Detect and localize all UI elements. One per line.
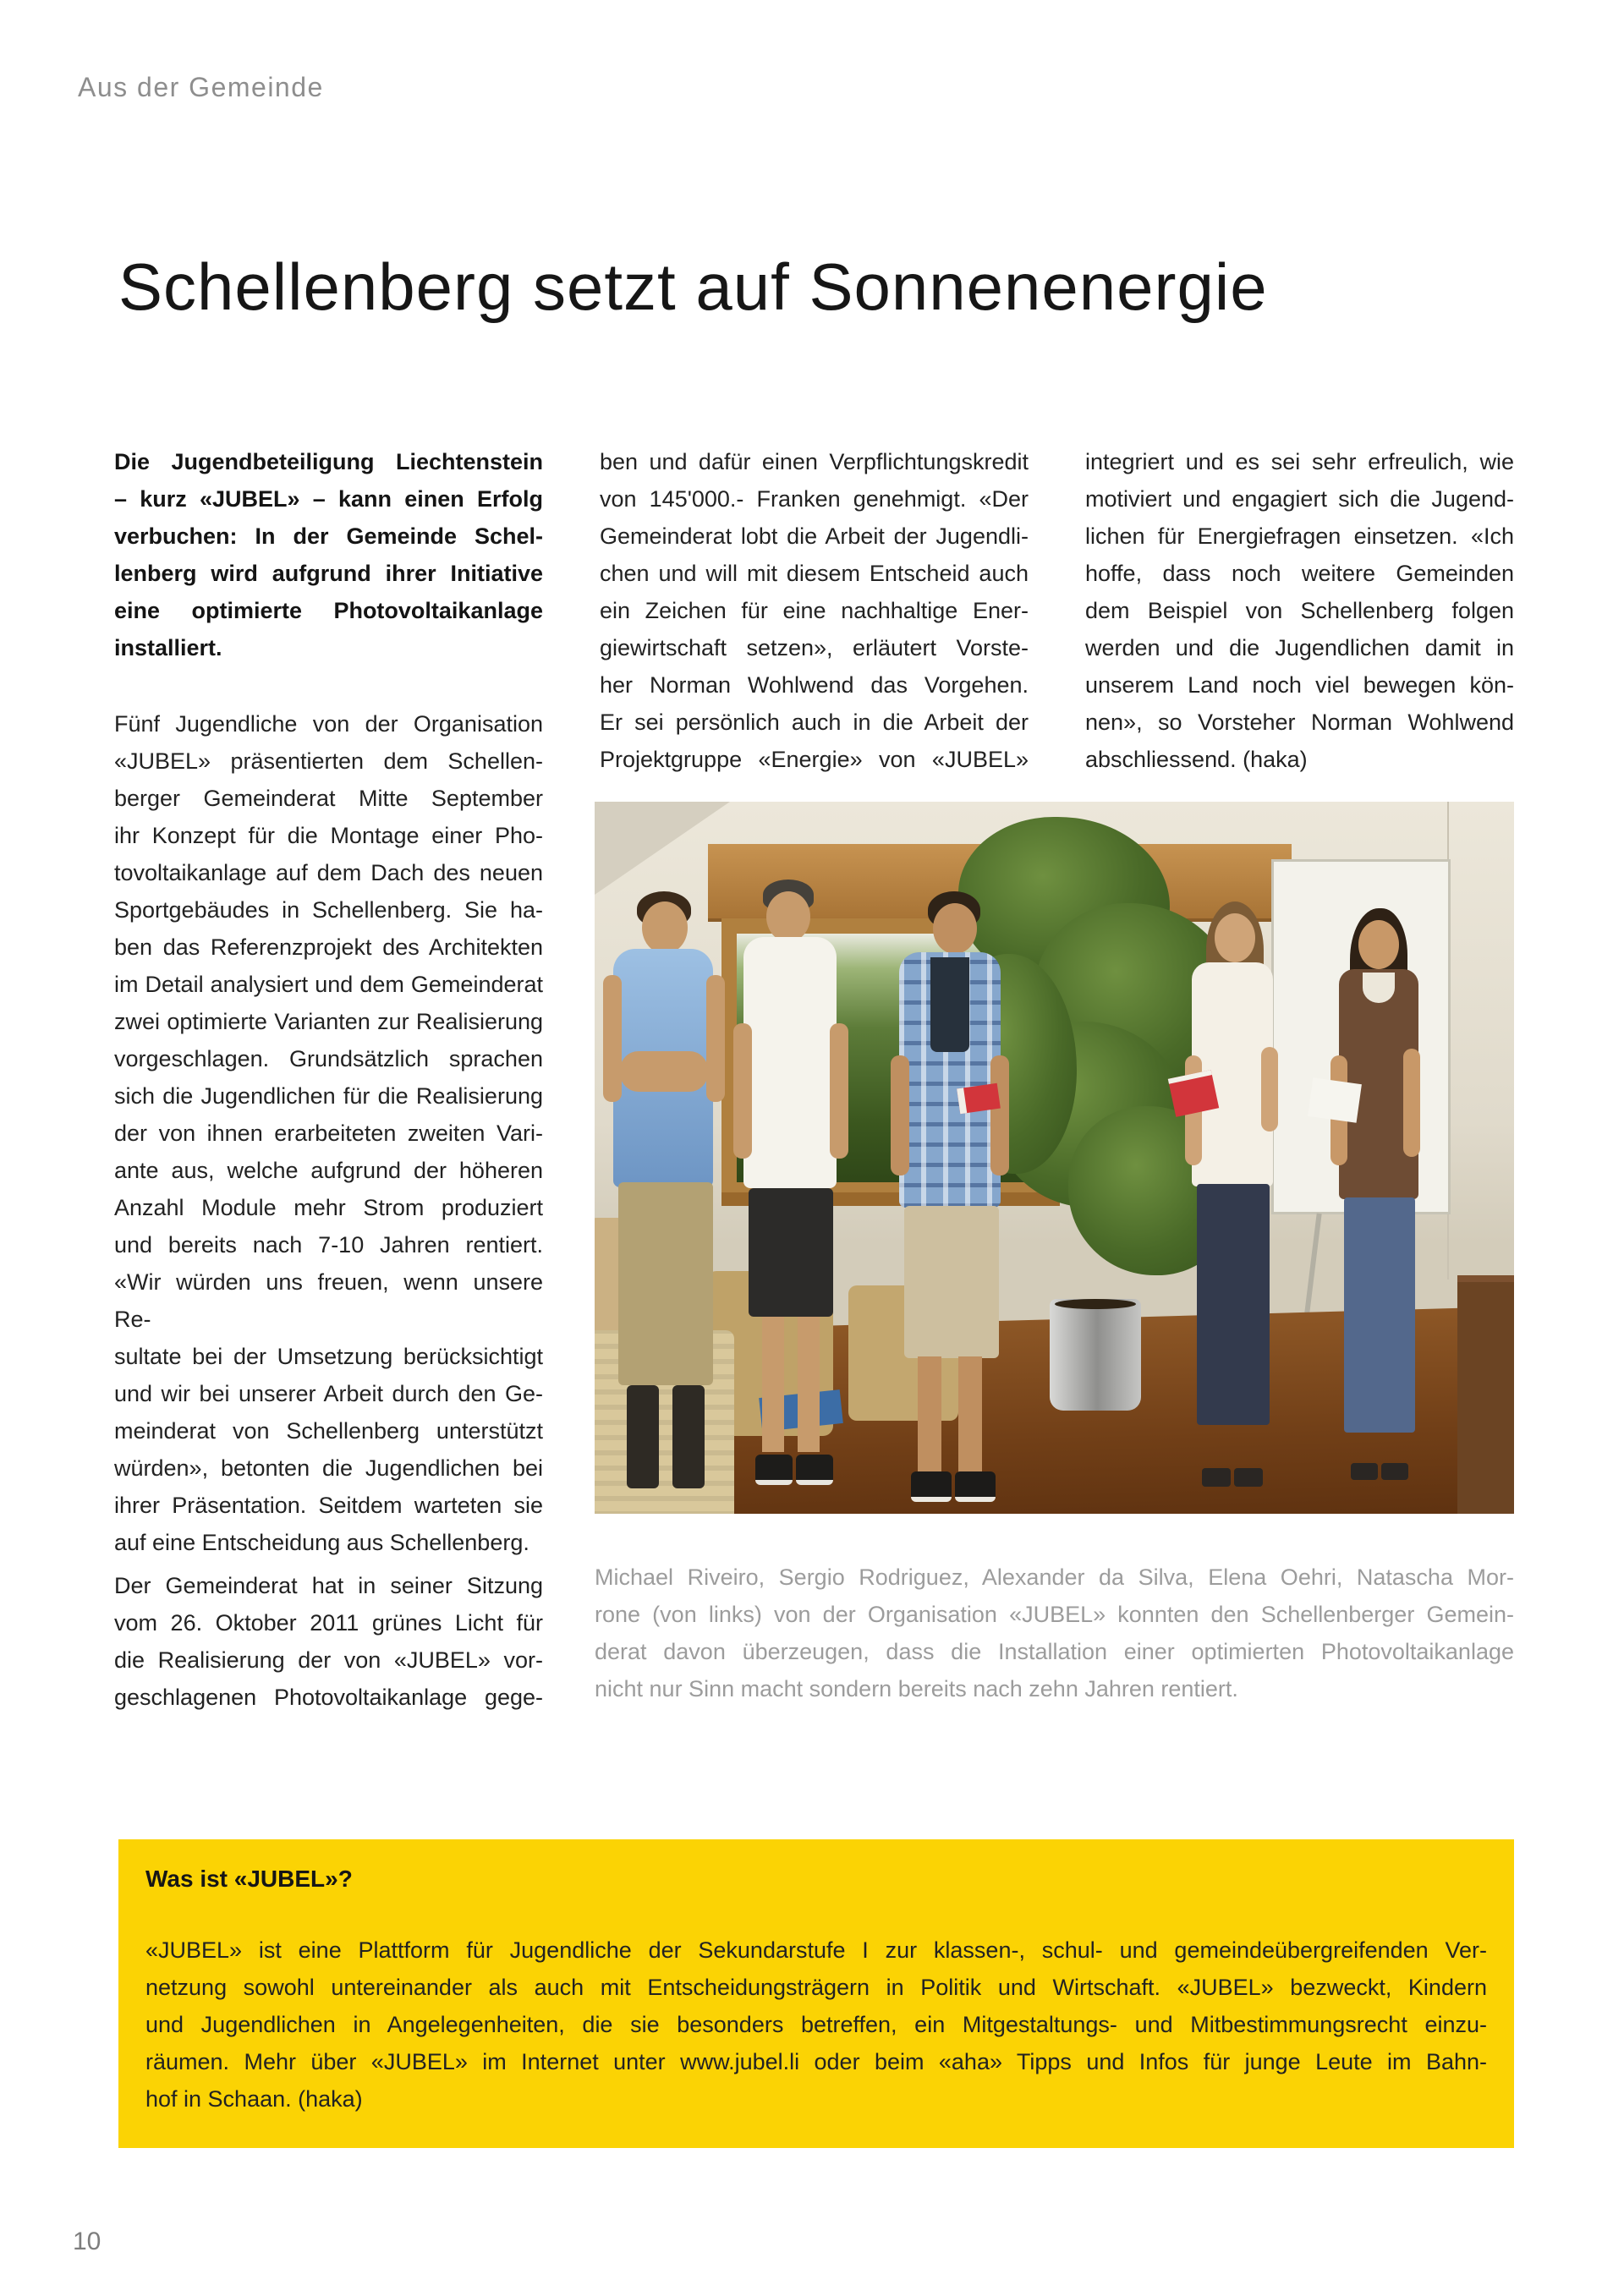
text-line: zwei optimierte Varianten zur Realisierung <box>114 1009 543 1034</box>
text-line: Projektgruppe «Energie» von «JUBEL» <box>600 747 1029 772</box>
person2-shoe <box>755 1455 793 1485</box>
person1-boot <box>627 1385 659 1488</box>
person4-shoe <box>1202 1468 1231 1487</box>
person1-arm <box>603 975 622 1102</box>
column1-lead-paragraph <box>114 443 543 666</box>
group-photo <box>595 802 1514 1514</box>
text-line: unserem Land noch viel bewegen kön- <box>1085 672 1514 698</box>
text-line: Michael Riveiro, Sergio Rodriguez, Alexander da Silva, Elena Oehri, Natascha Mor- <box>595 1564 1514 1590</box>
person2-shoe <box>796 1455 833 1485</box>
text-line: lenberg wird aufgrund ihrer Initiative <box>114 561 543 586</box>
text-line: nen», so Vorsteher Norman Wohlwend <box>1085 710 1514 735</box>
text-line: hoffe, dass noch weitere Gemeinden <box>1085 561 1514 586</box>
person1-crossed-arms <box>620 1051 708 1092</box>
jubel-info-box <box>118 1839 1514 2148</box>
text-line: nicht nur Sinn macht sondern bereits nach zehn Jahren rentiert. <box>595 1676 1238 1701</box>
text-line: verbuchen: In der Gemeinde Schel- <box>114 523 543 549</box>
text-line: Anzahl Module mehr Strom produziert <box>114 1195 543 1220</box>
photo-caption <box>595 1559 1514 1707</box>
text-line: giewirtschaft setzen», erläutert Vorste- <box>600 635 1029 660</box>
text-line: der von ihnen erarbeiteten zweiten Vari- <box>114 1121 543 1146</box>
text-line: sultate bei der Umsetzung berücksichtigt <box>114 1344 543 1369</box>
person5-shoe <box>1351 1463 1378 1480</box>
plant-pot <box>1050 1299 1141 1411</box>
wooden-cabinet <box>1457 1275 1514 1514</box>
text-line: vom 26. Oktober 2011 grünes Licht für <box>114 1610 543 1636</box>
person3-head <box>933 903 977 954</box>
person4-shoe <box>1234 1468 1263 1487</box>
text-line: ben und dafür einen Verpflichtungskredit <box>600 449 1029 474</box>
text-line: und bereits nach 7-10 Jahren rentiert. <box>114 1232 543 1258</box>
text-line: ihrer Präsentation. Seitdem warteten sie <box>114 1493 543 1518</box>
text-line: ihr Konzept für die Montage einer Pho- <box>114 823 543 848</box>
text-line: rone (von links) von der Organisation «JUBEL» konnten den Schellenberger Gemein- <box>595 1602 1514 1627</box>
section-label: Aus der Gemeinde <box>78 72 324 102</box>
text-line: tovoltaikanlage auf dem Dach des neuen <box>114 860 543 885</box>
text-line: geschlagenen Photovoltaikanlage gege- <box>114 1685 543 1710</box>
text-line: Die Jugendbeteiligung Liechtenstein <box>114 449 543 474</box>
text-line: integriert und es sei sehr erfreulich, wie <box>1085 449 1514 474</box>
column1-paragraph-2 <box>114 1567 543 1716</box>
person2-leg <box>762 1317 784 1452</box>
person1-head <box>642 901 688 954</box>
text-line: installiert. <box>114 635 222 660</box>
person3-sneaker <box>911 1471 952 1502</box>
person3-leg <box>918 1356 941 1475</box>
text-line: werden und die Jugendlichen damit in <box>1085 635 1514 660</box>
person3-arm <box>891 1055 909 1175</box>
text-line: ante aus, welche aufgrund der höheren <box>114 1158 543 1183</box>
text-line: Der Gemeinderat hat in seiner Sitzung <box>114 1573 543 1598</box>
person1-boot <box>672 1385 705 1488</box>
page-title: Schellenberg setzt auf Sonnenenergie <box>118 249 1268 324</box>
text-line: lichen für Energiefragen einsetzen. «Ich <box>1085 523 1514 549</box>
person4-jeans <box>1197 1184 1270 1425</box>
text-line: netzung sowohl untereinander als auch mit Entscheidungsträgern in Politik und Wirtschaft. «JUBEL» bezweckt, Kindern <box>145 1975 1487 2000</box>
person3-tshirt <box>930 957 969 1052</box>
text-line: meinderat von Schellenberg unterstützt <box>114 1418 543 1444</box>
text-line: dem Beispiel von Schellenberg folgen <box>1085 598 1514 623</box>
person1-shorts <box>618 1182 713 1385</box>
text-line: – kurz «JUBEL» – kann einen Erfolg <box>114 486 543 512</box>
text-line: ein Zeichen für eine nachhaltige Ener- <box>600 598 1029 623</box>
text-line: motiviert und engagiert sich die Jugend- <box>1085 486 1514 512</box>
person2-head <box>766 891 810 942</box>
text-line: «JUBEL» präsentierten dem Schellen- <box>114 748 543 774</box>
info-box-heading: Was ist «JUBEL»? <box>145 1866 353 1892</box>
text-line: und Jugendlichen in Angelegenheiten, die sie besonders betreffen, ein Mitgestaltungs- und Mitbestimmungsrecht einzu- <box>145 2012 1487 2037</box>
text-line: derat davon überzeugen, dass die Installation einer optimierten Photovoltaikanlage <box>595 1639 1514 1664</box>
person2-leg <box>798 1317 820 1452</box>
person2-arm <box>830 1023 848 1159</box>
plant-soil <box>1055 1299 1136 1309</box>
column1-paragraph-1 <box>114 705 543 1561</box>
text-line: sich die Jugendlichen für die Realisierung <box>114 1083 543 1109</box>
person5-jeans <box>1344 1197 1415 1433</box>
person5-arm <box>1403 1049 1420 1157</box>
info-box-body <box>145 1932 1487 2118</box>
person3-cargo-shorts <box>904 1206 999 1358</box>
person5-shoe <box>1381 1463 1408 1480</box>
person5-shirt-trim <box>1363 973 1395 1003</box>
person3-arm <box>990 1055 1009 1175</box>
text-line: abschliessend. (haka) <box>1085 747 1308 772</box>
column3-paragraph <box>1085 443 1514 778</box>
column2-paragraph <box>600 443 1029 778</box>
text-line: von 145'000.- Franken genehmigt. «Der <box>600 486 1029 512</box>
text-line: hof in Schaan. (haka) <box>145 2086 363 2112</box>
text-line: auf eine Entscheidung aus Schellenberg. <box>114 1530 529 1555</box>
text-line: Fünf Jugendliche von der Organisation <box>114 711 543 737</box>
person1-arm <box>706 975 725 1102</box>
person4-head <box>1215 913 1255 962</box>
person2-arm <box>733 1023 752 1159</box>
text-line: Er sei persönlich auch in die Arbeit der <box>600 710 1029 735</box>
text-line: «Wir würden uns freuen, wenn unsere Re- <box>114 1269 543 1332</box>
page-number: 10 <box>73 2228 102 2255</box>
text-line: räumen. Mehr über «JUBEL» im Internet unter www.jubel.li oder beim «aha» Tipps und Infos für junge Leute im Bahn- <box>145 2049 1487 2074</box>
text-line: würden», betonten die Jugendlichen bei <box>114 1455 543 1481</box>
person2-polo <box>743 937 837 1188</box>
text-line: im Detail analysiert und dem Gemeinderat <box>114 972 543 997</box>
text-line: chen und will mit diesem Entscheid auch <box>600 561 1029 586</box>
text-line: «JUBEL» ist eine Plattform für Jugendliche der Sekundarstufe I zur klassen-, schul- und gemeindeübergreifenden Ver- <box>145 1937 1487 1963</box>
text-line: vorgeschlagen. Grundsätzlich sprachen <box>114 1046 543 1071</box>
person5-white-paper <box>1308 1077 1362 1123</box>
text-line: berger Gemeinderat Mitte September <box>114 786 543 811</box>
text-line: her Norman Wohlwend das Vorgehen. <box>600 672 1029 698</box>
person5-head <box>1358 920 1399 969</box>
person3-sneaker <box>955 1471 996 1502</box>
person2-shorts <box>749 1188 833 1317</box>
person4-arm <box>1261 1047 1278 1132</box>
text-line: Gemeinderat lobt die Arbeit der Jugendli- <box>600 523 1029 549</box>
text-line: und wir bei unserer Arbeit durch den Ge- <box>114 1381 543 1406</box>
text-line: Sportgebäudes in Schellenberg. Sie ha- <box>114 897 543 923</box>
text-line: eine optimierte Photovoltaikanlage <box>114 598 543 623</box>
text-line: die Realisierung der von «JUBEL» vor- <box>114 1647 543 1673</box>
person3-leg <box>958 1356 982 1475</box>
text-line: ben das Referenzprojekt des Architekten <box>114 934 543 960</box>
